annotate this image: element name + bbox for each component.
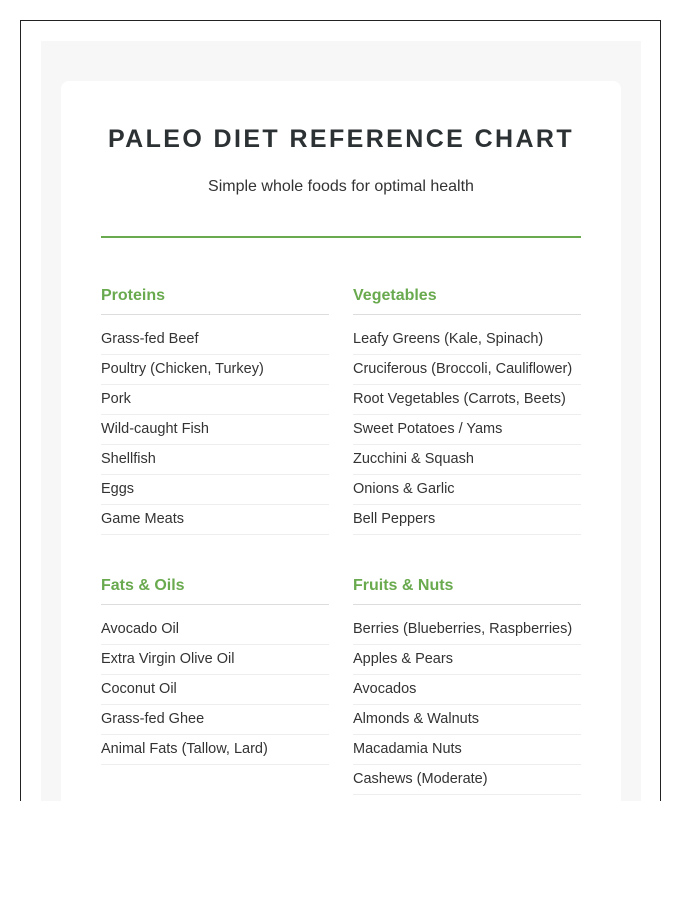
list-item: Grass-fed Ghee xyxy=(101,705,329,735)
list-item: Sweet Potatoes / Yams xyxy=(353,415,581,445)
page-subtitle: Simple whole foods for optimal health xyxy=(208,178,474,195)
food-list xyxy=(101,615,329,765)
list-item: Avocados xyxy=(353,675,581,705)
section-fats-oils xyxy=(101,573,329,765)
page-background xyxy=(41,41,641,801)
list-item: Animal Fats (Tallow, Lard) xyxy=(101,735,329,765)
list-item: Onions & Garlic xyxy=(353,475,581,505)
list-item: Leafy Greens (Kale, Spinach) xyxy=(353,325,581,355)
list-item: Apples & Pears xyxy=(353,645,581,675)
list-item: Zucchini & Squash xyxy=(353,445,581,475)
list-item: Poultry (Chicken, Turkey) xyxy=(101,355,329,385)
document-frame xyxy=(20,20,661,801)
section-proteins xyxy=(101,283,329,535)
section-title: Fats & Oils xyxy=(101,573,329,605)
reference-card xyxy=(61,81,621,801)
food-list xyxy=(101,325,329,535)
list-item: Berries (Blueberries, Raspberries) xyxy=(353,615,581,645)
list-item: Bell Peppers xyxy=(353,505,581,535)
list-item: Extra Virgin Olive Oil xyxy=(101,645,329,675)
list-item: Root Vegetables (Carrots, Beets) xyxy=(353,385,581,415)
list-item: Macadamia Nuts xyxy=(353,735,581,765)
list-item: Coconut Oil xyxy=(101,675,329,705)
list-item: Cruciferous (Broccoli, Cauliflower) xyxy=(353,355,581,385)
list-item: Cashews (Moderate) xyxy=(353,765,581,795)
list-item: Shellfish xyxy=(101,445,329,475)
section-vegetables xyxy=(353,283,581,535)
list-item: Eggs xyxy=(101,475,329,505)
page-title: PALEO DIET REFERENCE CHART xyxy=(107,125,575,153)
section-fruits-nuts xyxy=(353,573,581,795)
section-title: Proteins xyxy=(101,283,329,315)
list-item: Avocado Oil xyxy=(101,615,329,645)
food-list xyxy=(353,325,581,535)
list-item: Pork xyxy=(101,385,329,415)
list-item: Wild-caught Fish xyxy=(101,415,329,445)
food-list xyxy=(353,615,581,795)
list-item: Game Meats xyxy=(101,505,329,535)
list-item: Almonds & Walnuts xyxy=(353,705,581,735)
section-title: Fruits & Nuts xyxy=(353,573,581,605)
list-item: Grass-fed Beef xyxy=(101,325,329,355)
header-divider xyxy=(101,236,581,238)
section-title: Vegetables xyxy=(353,283,581,315)
